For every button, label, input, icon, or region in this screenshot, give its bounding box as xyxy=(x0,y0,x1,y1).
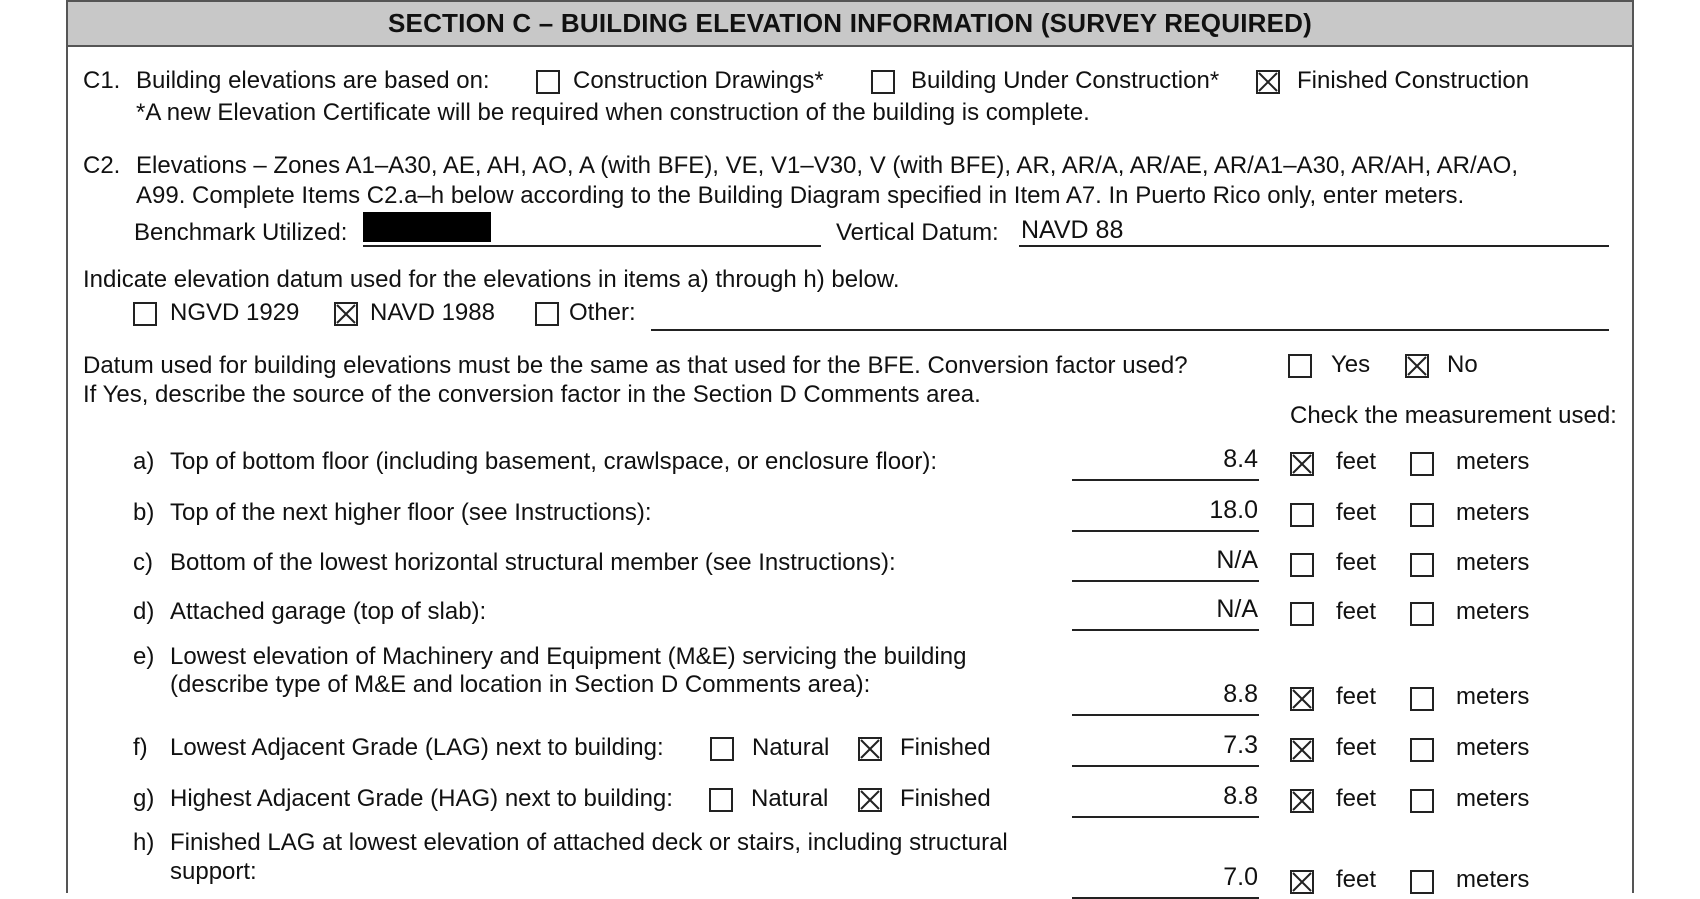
conversion-line2: If Yes, describe the source of the conversion factor in the Section D Comments area. xyxy=(83,381,981,408)
item-id: b) xyxy=(133,499,155,526)
c2-line1: Elevations – Zones A1–A30, AE, AH, AO, A (with BFE), VE, V1–V30, V (with BFE), AR, AR/A, AR/AE, AR/A1–A30, AR/AH, AR/AO, xyxy=(136,152,1518,179)
checkbox-building-under-construction[interactable] xyxy=(871,70,895,94)
elevation-value[interactable]: 8.8 xyxy=(1223,680,1258,708)
c1-label: C1. xyxy=(83,67,121,94)
label-meters: meters xyxy=(1456,598,1530,625)
datum-instruction: Indicate elevation datum used for the elevations in items a) through h) below. xyxy=(83,266,900,293)
label-feet: feet xyxy=(1336,549,1377,576)
elevation-field-line xyxy=(1072,629,1259,631)
item-description: Lowest Adjacent Grade (LAG) next to building: xyxy=(170,734,664,761)
other-datum-field-line[interactable] xyxy=(651,329,1609,331)
label-feet: feet xyxy=(1336,734,1377,761)
check-x-icon xyxy=(1258,72,1278,92)
label-natural-grade: Natural xyxy=(752,734,830,761)
item-description-continued: (describe type of M&E and location in Section D Comments area): xyxy=(170,671,871,698)
label-conversion-yes: Yes xyxy=(1331,351,1371,378)
item-description: Lowest elevation of Machinery and Equipment (M&E) servicing the building xyxy=(170,643,967,670)
measurement-caption: Check the measurement used: xyxy=(1290,402,1617,429)
item-id: d) xyxy=(133,598,155,625)
label-meters: meters xyxy=(1456,499,1530,526)
item-id: f) xyxy=(133,734,148,761)
label-meters: meters xyxy=(1456,734,1530,761)
check-x-icon xyxy=(1292,454,1312,474)
label-feet: feet xyxy=(1336,499,1377,526)
conversion-line1: Datum used for building elevations must be the same as that used for the BFE. Conversion factor used? xyxy=(83,352,1188,379)
item-id: e) xyxy=(133,643,155,670)
benchmark-label: Benchmark Utilized: xyxy=(134,219,348,246)
item-id: h) xyxy=(133,829,155,856)
checkbox-feet[interactable] xyxy=(1290,602,1314,626)
checkbox-other-datum[interactable] xyxy=(535,302,559,326)
checkbox-finished-grade[interactable] xyxy=(858,737,882,761)
checkbox-natural-grade[interactable] xyxy=(710,737,734,761)
vertical-datum-label: Vertical Datum: xyxy=(836,219,999,246)
item-description: Bottom of the lowest horizontal structural member (see Instructions): xyxy=(170,549,896,576)
label-conversion-no: No xyxy=(1447,351,1478,378)
checkbox-feet[interactable] xyxy=(1290,503,1314,527)
item-description: Attached garage (top of slab): xyxy=(170,598,487,625)
label-building-under-construction: Building Under Construction* xyxy=(911,67,1220,94)
checkbox-meters[interactable] xyxy=(1410,503,1434,527)
label-meters: meters xyxy=(1456,549,1530,576)
checkbox-finished-construction[interactable] xyxy=(1256,70,1280,94)
vertical-datum-field-line xyxy=(1019,245,1609,247)
label-feet: feet xyxy=(1336,785,1377,812)
item-id: g) xyxy=(133,785,155,812)
checkbox-feet[interactable] xyxy=(1290,687,1314,711)
check-x-icon xyxy=(1292,689,1312,709)
label-navd-1988: NAVD 1988 xyxy=(370,299,495,326)
c2-label: C2. xyxy=(83,152,121,179)
elevation-value[interactable]: N/A xyxy=(1216,546,1258,574)
label-meters: meters xyxy=(1456,785,1530,812)
checkbox-feet[interactable] xyxy=(1290,452,1314,476)
elevation-field-line xyxy=(1072,479,1259,481)
checkbox-conversion-yes[interactable] xyxy=(1288,354,1312,378)
elevation-value[interactable]: 7.3 xyxy=(1223,731,1258,759)
label-feet: feet xyxy=(1336,598,1377,625)
label-finished-grade: Finished xyxy=(900,734,991,761)
label-meters: meters xyxy=(1456,448,1530,475)
item-description-continued: support: xyxy=(170,858,257,885)
benchmark-redaction xyxy=(363,212,491,242)
label-feet: feet xyxy=(1336,683,1377,710)
checkbox-feet[interactable] xyxy=(1290,789,1314,813)
elevation-value[interactable]: 8.8 xyxy=(1223,782,1258,810)
label-finished-grade: Finished xyxy=(900,785,991,812)
checkbox-meters[interactable] xyxy=(1410,452,1434,476)
elevation-value[interactable]: 18.0 xyxy=(1209,496,1258,524)
elevation-field-line xyxy=(1072,714,1259,716)
elevation-field-line xyxy=(1072,530,1259,532)
check-x-icon xyxy=(1292,872,1312,892)
check-x-icon xyxy=(336,304,356,324)
elevation-value[interactable]: N/A xyxy=(1216,595,1258,623)
checkbox-feet[interactable] xyxy=(1290,738,1314,762)
checkbox-meters[interactable] xyxy=(1410,738,1434,762)
elevation-field-line xyxy=(1072,816,1259,818)
item-description: Finished LAG at lowest elevation of attached deck or stairs, including structural xyxy=(170,829,1008,856)
elevation-value[interactable]: 7.0 xyxy=(1223,863,1258,891)
checkbox-meters[interactable] xyxy=(1410,789,1434,813)
item-description: Top of bottom floor (including basement, crawlspace, or enclosure floor): xyxy=(170,448,938,475)
check-x-icon xyxy=(860,790,880,810)
checkbox-meters[interactable] xyxy=(1410,687,1434,711)
checkbox-feet[interactable] xyxy=(1290,553,1314,577)
check-x-icon xyxy=(860,739,880,759)
checkbox-ngvd-1929[interactable] xyxy=(133,302,157,326)
vertical-datum-value[interactable]: NAVD 88 xyxy=(1021,216,1124,244)
check-x-icon xyxy=(1292,740,1312,760)
c1-text: Building elevations are based on: xyxy=(136,67,490,94)
benchmark-field-line[interactable] xyxy=(363,245,821,247)
elevation-field-line xyxy=(1072,580,1259,582)
label-feet: feet xyxy=(1336,448,1377,475)
checkbox-feet[interactable] xyxy=(1290,870,1314,894)
checkbox-meters[interactable] xyxy=(1410,602,1434,626)
label-feet: feet xyxy=(1336,866,1377,893)
elevation-value[interactable]: 8.4 xyxy=(1223,445,1258,473)
check-x-icon xyxy=(1292,791,1312,811)
label-meters: meters xyxy=(1456,683,1530,710)
item-description: Top of the next higher floor (see Instructions): xyxy=(170,499,652,526)
label-other-datum: Other: xyxy=(569,299,636,326)
label-natural-grade: Natural xyxy=(751,785,829,812)
label-construction-drawings: Construction Drawings* xyxy=(573,67,824,94)
checkbox-navd-1988[interactable] xyxy=(334,302,358,326)
label-finished-construction: Finished Construction xyxy=(1297,67,1530,94)
section-title: SECTION C – BUILDING ELEVATION INFORMATION (SURVEY REQUIRED) xyxy=(66,0,1634,47)
item-id: c) xyxy=(133,549,153,576)
item-description: Highest Adjacent Grade (HAG) next to building: xyxy=(170,785,673,812)
check-x-icon xyxy=(1407,356,1427,376)
item-id: a) xyxy=(133,448,155,475)
c1-note: *A new Elevation Certificate will be required when construction of the building is complete. xyxy=(136,99,1090,126)
checkbox-meters[interactable] xyxy=(1410,553,1434,577)
checkbox-natural-grade[interactable] xyxy=(709,788,733,812)
c2-line2: A99. Complete Items C2.a–h below according to the Building Diagram specified in Item A7. In Puerto Rico only, enter meters. xyxy=(136,182,1465,209)
checkbox-conversion-no[interactable] xyxy=(1405,354,1429,378)
checkbox-meters[interactable] xyxy=(1410,870,1434,894)
label-ngvd-1929: NGVD 1929 xyxy=(170,299,300,326)
checkbox-construction-drawings[interactable] xyxy=(536,70,560,94)
label-meters: meters xyxy=(1456,866,1530,893)
elevation-field-line xyxy=(1072,765,1259,767)
checkbox-finished-grade[interactable] xyxy=(858,788,882,812)
